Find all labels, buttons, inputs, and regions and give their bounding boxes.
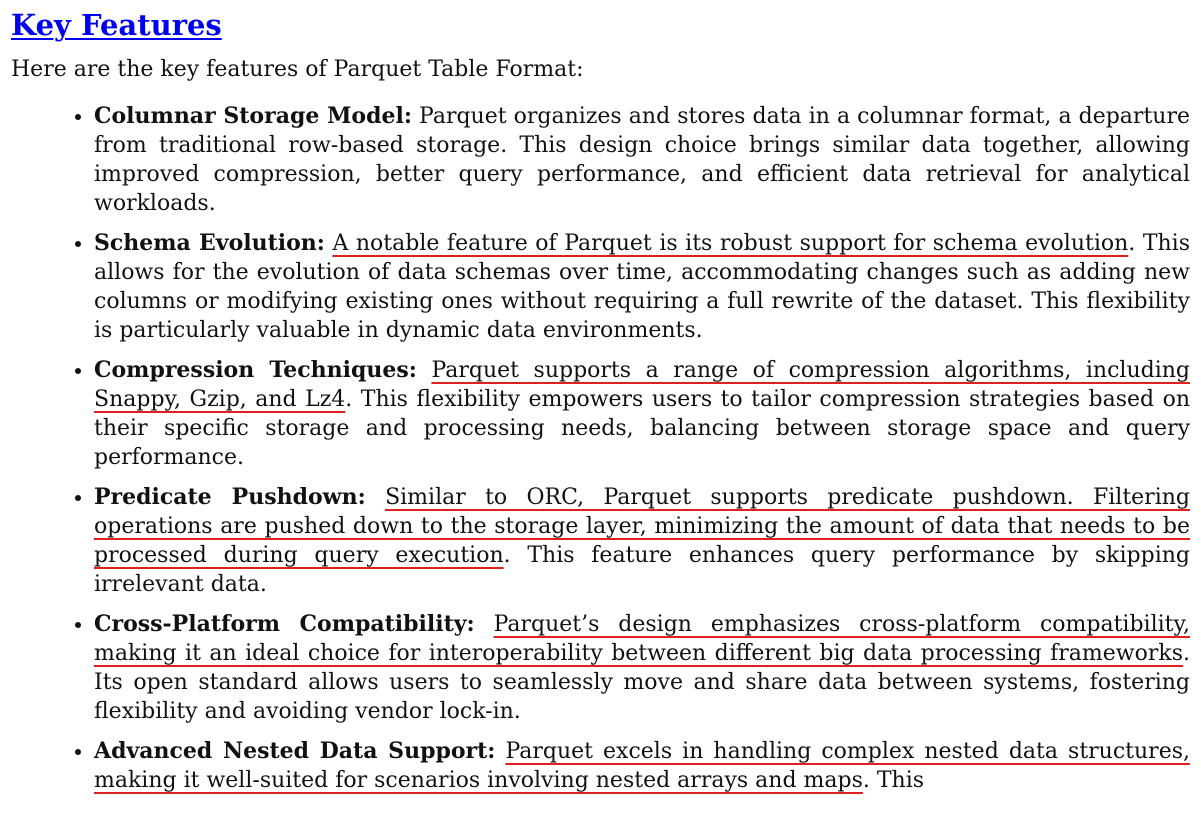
feature-item-nested-data (94, 737, 1190, 795)
section-heading (11, 6, 1190, 44)
highlighted-text: Similar to ORC, Parquet supports predicate pushdown. Filtering operations are pushed down to the storage layer, minimizing the amount of data that needs to be processed during query execution (94, 485, 1190, 568)
features-list (11, 102, 1190, 795)
feature-text: . This flexibility empowers users to tailor compression strategies based on their specific storage and processing needs, balancing between storage space and query performance. (94, 387, 1190, 470)
feature-term: Cross-Platform Compatibility: (94, 611, 475, 637)
feature-item-columnar-storage (94, 102, 1190, 218)
feature-item-predicate-pushdown (94, 483, 1190, 599)
highlighted-text: Parquet supports a range of compression algorithms, including Snappy, Gzip, and Lz4 (94, 358, 1190, 412)
feature-text: . Its open standard allows users to seamlessly move and share data between systems, fostering flexibility and avoiding vendor lock-in. (94, 641, 1190, 724)
feature-item-schema-evolution (94, 229, 1190, 345)
highlighted-text: Parquet’s design emphasizes cross-platform compatibility, making it an ideal choice for interoperability between different big data processing frameworks (94, 612, 1190, 666)
feature-term: Advanced Nested Data Support: (94, 738, 496, 764)
highlighted-text: Parquet excels in handling complex nested data structures, making it well-suited for scenarios involving nested arrays and maps (94, 739, 1190, 793)
feature-term: Schema Evolution: (94, 230, 325, 256)
feature-term: Compression Techniques: (94, 357, 417, 383)
feature-term: Predicate Pushdown: (94, 484, 366, 510)
feature-text: . This allows for the evolution of data schemas over time, accommodating changes such as adding new columns or modifying existing ones without requiring a full rewrite of the dataset. This flexibility is particularly valuable in dynamic data environments. (94, 231, 1190, 343)
feature-text: . This feature enhances query performance by skipping irrelevant data. (94, 543, 1190, 597)
feature-item-compression-techniques (94, 356, 1190, 472)
article-content (11, 0, 1190, 806)
highlighted-text: A notable feature of Parquet is its robust support for schema evolution (332, 231, 1129, 256)
feature-text: Parquet organizes and stores data in a columnar format, a departure from traditional row-based storage. This design choice brings similar data together, allowing improved compression, better query performance, and efficient data retrieval for analytical workloads. (94, 104, 1190, 216)
feature-text: . This (862, 768, 925, 793)
intro-paragraph: Here are the key features of Parquet Table Format: (11, 57, 584, 82)
feature-term: Columnar Storage Model: (94, 103, 412, 129)
feature-item-cross-platform (94, 610, 1190, 726)
key-features-heading-link[interactable]: Key Features (11, 8, 222, 42)
